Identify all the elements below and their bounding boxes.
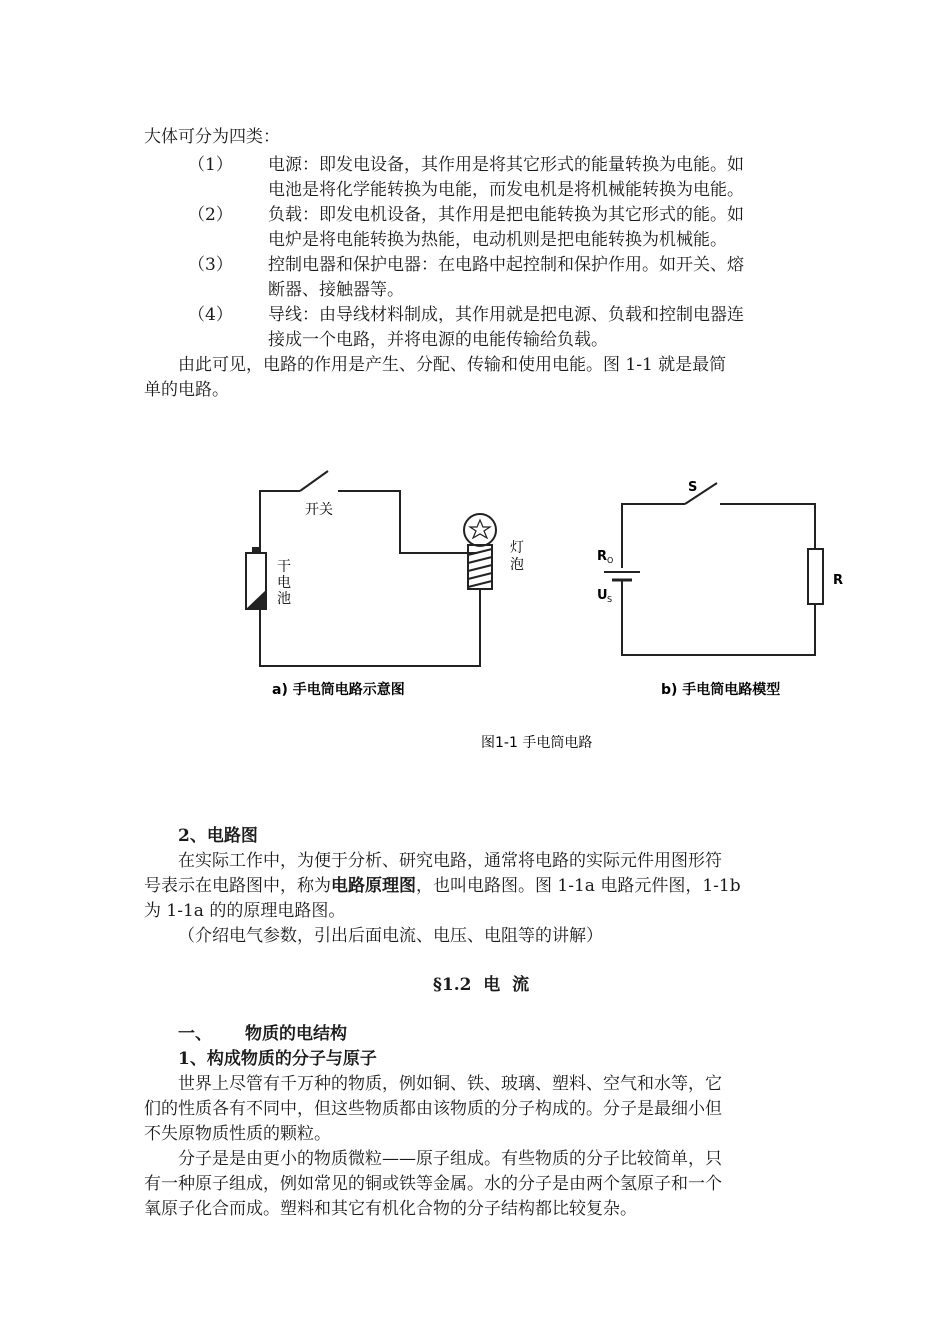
caption-b: b) 手电筒电路模型 — [661, 682, 781, 698]
subsection-heading: 1、构成物质的分子与原子 — [178, 1049, 377, 1069]
wire — [622, 580, 815, 655]
paragraph-line: 们的性质各有不同中，但这些物质都由该物质的分子构成的。分子是最细小但 — [144, 1099, 722, 1119]
item-text-line: 接成一个电路，并将电源的电能传输给负载。 — [268, 330, 608, 350]
caption-a: a) 手电筒电路示意图 — [272, 682, 405, 698]
battery-shade — [246, 590, 266, 609]
item-text-line: 负载：即发电机设备，其作用是把电能转换为其它形式的能。如 — [268, 205, 744, 225]
summary-line: 单的电路。 — [144, 380, 229, 400]
item-text-line: 导线：由导线材料制成，其作用就是把电源、负载和控制电器连 — [268, 305, 744, 325]
paragraph-line — [144, 874, 741, 899]
load-r-label: R — [833, 573, 844, 588]
bulb-filament-icon — [470, 520, 490, 538]
wire — [260, 491, 300, 552]
summary-line: 由此可见，电路的作用是产生、分配、传输和使用电能。图 1-1 就是最简 — [178, 355, 727, 375]
switch-blade — [300, 471, 328, 491]
item-text-line: 电池是将化学能转换为电能，而发电机是将机械能转换为电能。 — [268, 180, 744, 200]
item-number: （4） — [188, 305, 233, 325]
diagram-b — [604, 483, 823, 655]
intro-line: 大体可分为四类： — [144, 127, 280, 147]
item-text-line: 控制电器和保护电器：在电路中起控制和保护作用。如开关、熔 — [268, 255, 744, 275]
item-text-line: 电源：即发电设备，其作用是将其它形式的能量转换为电能。如 — [268, 155, 744, 175]
battery-label-char: 干 — [277, 559, 291, 575]
item-text-line: 电炉是将电能转换为热能，电动机则是把电能转换为机械能。 — [268, 230, 727, 250]
switch-label: 开关 — [305, 502, 333, 518]
part-title: 物质的电结构 — [245, 1024, 347, 1044]
wire — [338, 491, 477, 553]
text-run: 号表示在电路图中，称为 — [144, 876, 331, 896]
battery-label-char: 池 — [277, 591, 291, 607]
paragraph-line: 为 1-1a 的的原理电路图。 — [144, 901, 346, 921]
wire — [622, 504, 685, 568]
bulb-label-char: 灯 — [510, 540, 524, 556]
item-number: （3） — [188, 255, 233, 275]
paragraph-line: 不失原物质性质的颗粒。 — [144, 1124, 331, 1144]
resistor-r — [808, 549, 823, 604]
item-number: （1） — [188, 155, 233, 175]
switch-s-label: S — [688, 480, 698, 495]
paragraph-line: 分子是是由更小的物质微粒——原子组成。有些物质的分子比较简单，只 — [178, 1149, 722, 1169]
part-number: 一、 — [178, 1024, 212, 1044]
paragraph-line: 在实际工作中，为便于分析、研究电路，通常将电路的实际元件用图形符 — [178, 851, 722, 871]
r0-subscript: O — [607, 556, 614, 565]
wire — [260, 590, 480, 666]
note-line: （介绍电气参数，引出后面电流、电压、电阻等的讲解） — [178, 926, 603, 946]
item-number: （2） — [188, 205, 233, 225]
section-title: §1.2 电 流 — [433, 975, 530, 995]
text-run: ，也叫电路图。图 1-1a 电路元件图，1-1b — [416, 876, 741, 896]
bold-term: 电路原理图 — [331, 876, 416, 896]
bulb-label-char: 泡 — [510, 557, 524, 573]
section-heading: 2、电路图 — [178, 826, 258, 846]
wire — [720, 504, 815, 549]
paragraph-line: 有一种原子组成，例如常见的铜或铁等金属。水的分子是由两个氢原子和一个 — [144, 1174, 722, 1194]
paragraph-line: 世界上尽管有千万种的物质，例如铜、铁、玻璃、塑料、空气和水等，它 — [178, 1074, 722, 1094]
paragraph-line: 氧原子化合而成。塑料和其它有机化合物的分子结构都比较复杂。 — [144, 1199, 637, 1219]
battery-label-char: 电 — [277, 575, 291, 591]
us-subscript: S — [607, 595, 613, 604]
us-label: U — [597, 588, 608, 603]
item-text-line: 断器、接触器等。 — [268, 280, 404, 300]
r0-label: R — [597, 549, 608, 564]
figure-caption: 图1-1 手电筒电路 — [481, 735, 593, 751]
battery-terminal — [253, 548, 260, 553]
